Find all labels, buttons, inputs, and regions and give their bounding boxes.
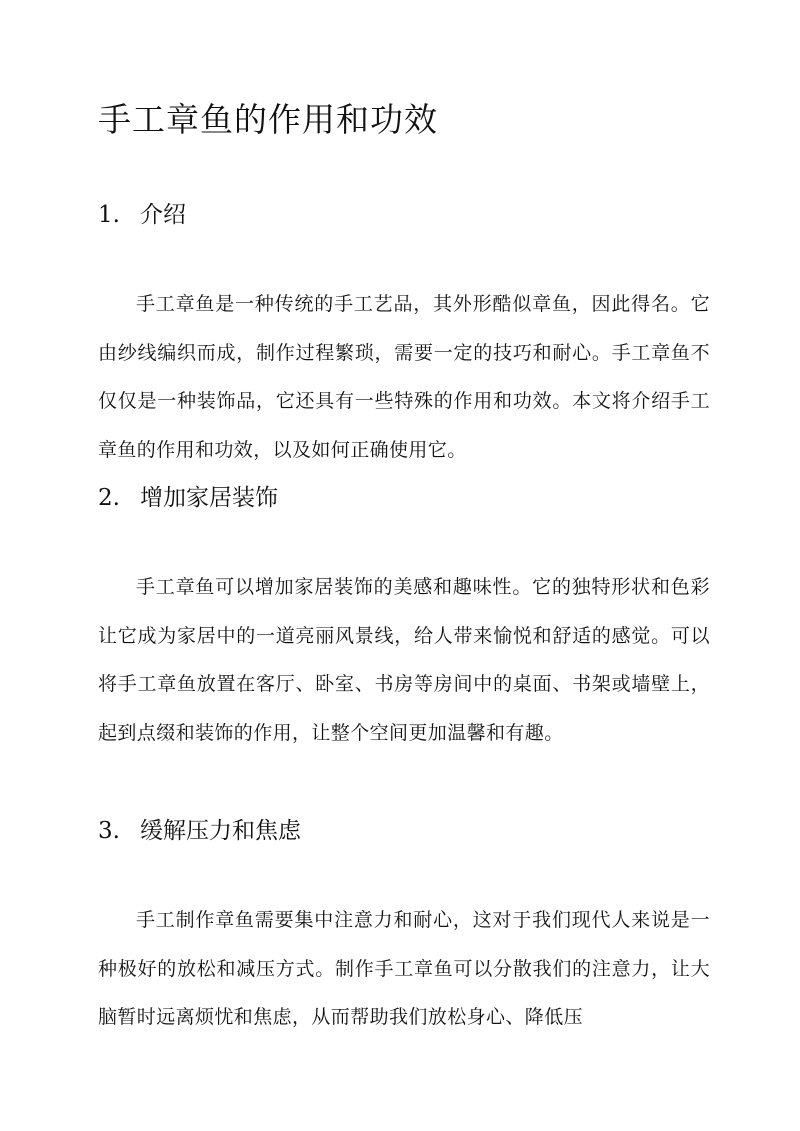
section-paragraph: 手工章鱼可以增加家居装饰的美感和趣味性。它的独特形状和色彩让它成为家居中的一道亮丽风景线，给人带来愉悦和舒适的感觉。可以将手工章鱼放置在客厅、卧室、书房等房间中的桌面、书架或墙壁上，起到点缀和装饰的作用，让整个空间更加温馨和有趣。 bbox=[98, 576, 710, 744]
section-introduction bbox=[98, 192, 710, 474]
section-heading bbox=[98, 475, 710, 521]
section-number: 3. bbox=[98, 818, 120, 844]
section-paragraph: 手工章鱼是一种传统的手工艺品，其外形酷似章鱼，因此得名。它由纱线编织而成，制作过程繁琐，需要一定的技巧和耐心。手工章鱼不仅仅是一种装饰品，它还具有一些特殊的作用和功效。本文将介绍手工章鱼的作用和功效，以及如何正确使用它。 bbox=[98, 293, 710, 461]
section-heading-text: 增加家居装饰 bbox=[140, 485, 278, 511]
document-title: 手工章鱼的作用和功效 bbox=[98, 100, 438, 139]
section-home-decoration bbox=[98, 475, 710, 757]
section-paragraph: 手工制作章鱼需要集中注意力和耐心，这对于我们现代人来说是一种极好的放松和减压方式。制作手工章鱼可以分散我们的注意力，让大脑暂时远离烦忧和焦虑，从而帮助我们放松身心、降低压 bbox=[98, 909, 710, 1028]
section-number: 2. bbox=[98, 485, 120, 511]
section-heading bbox=[98, 808, 710, 854]
section-heading bbox=[98, 192, 710, 238]
section-heading-text: 缓解压力和焦虑 bbox=[140, 818, 301, 844]
section-heading-text: 介绍 bbox=[140, 202, 186, 228]
section-number: 1. bbox=[98, 202, 120, 228]
section-stress-relief bbox=[98, 808, 710, 1042]
